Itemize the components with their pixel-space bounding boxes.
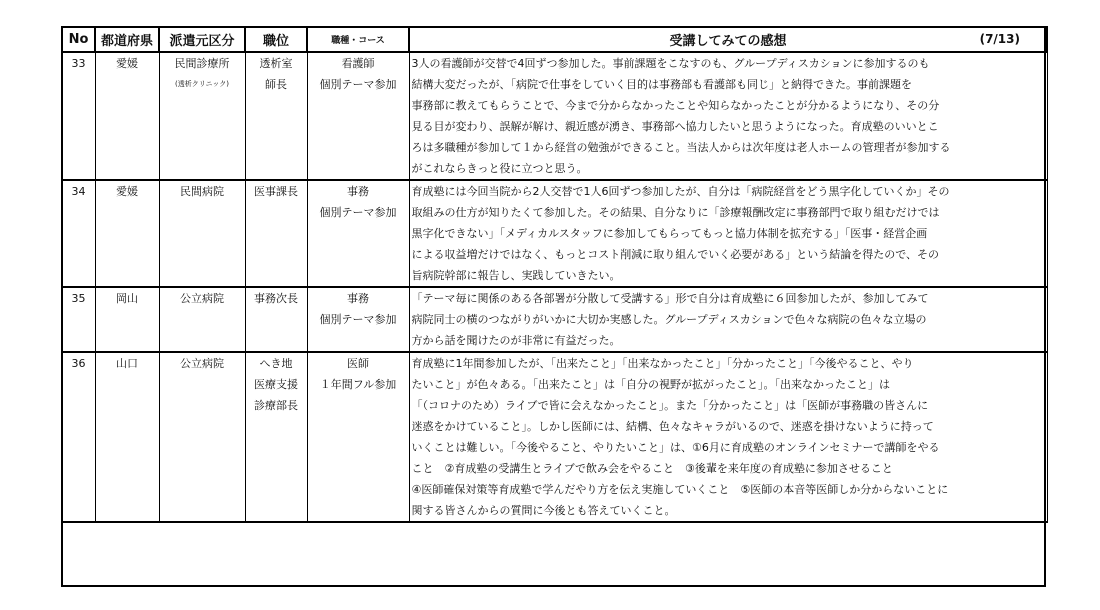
header-row — [62, 27, 1047, 52]
cell-prefecture — [95, 180, 159, 287]
cell-position — [245, 180, 307, 287]
cell-position-line: 医事課長 — [254, 185, 298, 198]
cell-dispatch-line: (透析クリニック) — [174, 80, 230, 88]
cell-course-line: 看護師 — [341, 57, 375, 70]
cell-impression-line: いくことは難しい。「今後やること、やりたいこと」は、①6月に育成塾のオンラインセミナーで講師をやる — [411, 441, 940, 454]
cell-course-line: 個別テーマ参加 — [319, 313, 397, 326]
cell-impression — [409, 287, 1047, 352]
cell-no — [62, 287, 95, 352]
cell-impression-line: 事務部に教えてもらうことで、今まで分からなかったことや知らなかったことが分かるようになり、その分 — [411, 99, 940, 112]
cell-prefecture-line: 岡山 — [116, 292, 138, 305]
cell-no-line: 33 — [71, 57, 86, 70]
cell-impression-line: 病院同士の横のつながりがいかに大切か実感した。グループディスカションで色々な病院の色々な立場の — [411, 313, 927, 326]
cell-dispatch-line: 公立病院 — [180, 292, 224, 305]
cell-position-line: 事務次長 — [254, 292, 298, 305]
cell-dispatch-line: 民間診療所 — [174, 57, 230, 70]
cell-impression-line: 関する皆さんからの質問に今後とも答えていくこと。 — [411, 504, 676, 517]
cell-position — [245, 352, 307, 522]
cell-course-line: 個別テーマ参加 — [319, 78, 397, 91]
cell-impression — [409, 52, 1047, 180]
cell-impression-line: 黒字化できない」「メディカルスタッフに参加してもらってもっと協力体制を拡充する」「医事・経営企画 — [411, 227, 928, 240]
header-impressions-label: 受講してみての感想 — [669, 34, 787, 49]
cell-position-line: 師長 — [265, 78, 287, 91]
cell-no — [62, 352, 95, 522]
impressions-table — [61, 26, 1048, 523]
cell-course — [307, 52, 409, 180]
cell-prefecture-line: 愛媛 — [116, 185, 138, 198]
header-impressions — [409, 27, 1047, 52]
cell-course — [307, 352, 409, 522]
cell-no — [62, 180, 95, 287]
cell-position-line: 医療支援 — [254, 378, 298, 391]
cell-course-line: 個別テーマ参加 — [319, 206, 397, 219]
cell-position — [245, 287, 307, 352]
cell-impression-line: 見る目が変わり、誤解が解け、親近感が湧き、事務部へ協力したいと思うようになった。育成塾のいいとこ — [411, 120, 939, 133]
cell-no-line: 35 — [71, 292, 86, 305]
cell-prefecture — [95, 52, 159, 180]
cell-prefecture — [95, 287, 159, 352]
header-prefecture: 都道府県 — [95, 27, 159, 52]
cell-impression-line: 育成塾には今回当院から2人交替で1人6回ずつ参加したが、自分は「病院経営をどう黒字化していくか」その — [411, 185, 950, 198]
header-course: 職種・コース — [307, 27, 409, 52]
cell-impression-line: こと ②育成塾の受講生とライブで飲み会をやること ③後輩を来年度の育成塾に参加させること — [411, 462, 893, 475]
cell-impression-line: 迷惑をかけていること」。しかし医師には、結構、色々なキャラがいるので、迷惑を掛けないように持って — [411, 420, 934, 433]
cell-impression-line: 結構大変だったが、「病院で仕事をしていく目的は事務部も看護部も同じ」と納得できた。事前課題を — [411, 78, 912, 91]
page-indicator: (7/13) — [979, 32, 1020, 46]
cell-course-line: １年間フル参加 — [319, 378, 397, 391]
cell-dispatch — [159, 180, 245, 287]
cell-impression-line: がこれならきっと役に立つと思う。 — [411, 162, 588, 175]
cell-position-line: 透析室 — [259, 57, 293, 70]
table-row — [62, 287, 1047, 352]
cell-impression — [409, 352, 1047, 522]
cell-prefecture-line: 愛媛 — [116, 57, 138, 70]
header-no: No — [62, 27, 95, 52]
cell-impression-line: 方から話を聞けたのが非常に有益だった。 — [411, 334, 621, 347]
cell-impression-line: 旨病院幹部に報告し、実践していきたい。 — [411, 269, 621, 282]
cell-prefecture — [95, 352, 159, 522]
cell-course-line: 事務 — [347, 185, 369, 198]
cell-no-line: 34 — [71, 185, 86, 198]
cell-position-line: へき地 — [259, 357, 293, 370]
cell-dispatch-line: 公立病院 — [180, 357, 224, 370]
cell-impression-line: たいこと」が色々ある。「出来たこと」は「自分の視野が拡がったこと」。「出来なかったこと」は — [411, 378, 890, 391]
cell-impression-line: ろは多職種が参加して１から経営の勉強ができること。当法人からは次年度は老人ホームの管理者が参加する — [411, 141, 951, 154]
cell-course-line: 事務 — [347, 292, 369, 305]
cell-course — [307, 180, 409, 287]
cell-dispatch — [159, 287, 245, 352]
header-position: 職位 — [245, 27, 307, 52]
table-row — [62, 52, 1047, 180]
cell-course-line: 医師 — [347, 357, 369, 370]
cell-impression-line: 育成塾に1年間参加したが、「出来たこと」「出来なかったこと」「分かったこと」「今後やること、やり — [411, 357, 914, 370]
cell-no-line: 36 — [71, 357, 86, 370]
cell-impression-line: による収益増だけではなく、もっとコスト削減に取り組んでいく必要がある」という結論を得たので、その — [411, 248, 940, 261]
cell-impression-line: 取組みの仕方が知りたくて参加した。その結果、自分なりに「診療報酬改定に事務部門で取り組むだけでは — [411, 206, 940, 219]
cell-course — [307, 287, 409, 352]
cell-impression-line: ④医師確保対策等育成塾で学んだやり方を伝え実施していくこと ⑤医師の本音等医師しか分からないことに — [411, 483, 949, 496]
cell-impression-line: 「テーマ毎に関係のある各部署が分散して受講する」形で自分は育成塾に６回参加したが、参加してみて — [411, 292, 929, 305]
cell-prefecture-line: 山口 — [116, 357, 138, 370]
cell-position-line: 診療部長 — [254, 399, 298, 412]
cell-dispatch — [159, 52, 245, 180]
cell-no — [62, 52, 95, 180]
table-row — [62, 180, 1047, 287]
cell-position — [245, 52, 307, 180]
cell-dispatch-line: 民間病院 — [180, 185, 224, 198]
header-dispatch: 派遣元区分 — [159, 27, 245, 52]
cell-impression-line: 「（コロナのため）ライブで皆に会えなかったこと」。また「分かったこと」は「医師が事務職の皆さんに — [411, 399, 929, 412]
cell-impression-line: 3人の看護師が交替で4回ずつ参加した。事前課題をこなすのも、グループディスカションに参加するのも — [411, 57, 930, 70]
cell-dispatch — [159, 352, 245, 522]
cell-impression — [409, 180, 1047, 287]
table-row — [62, 352, 1047, 522]
